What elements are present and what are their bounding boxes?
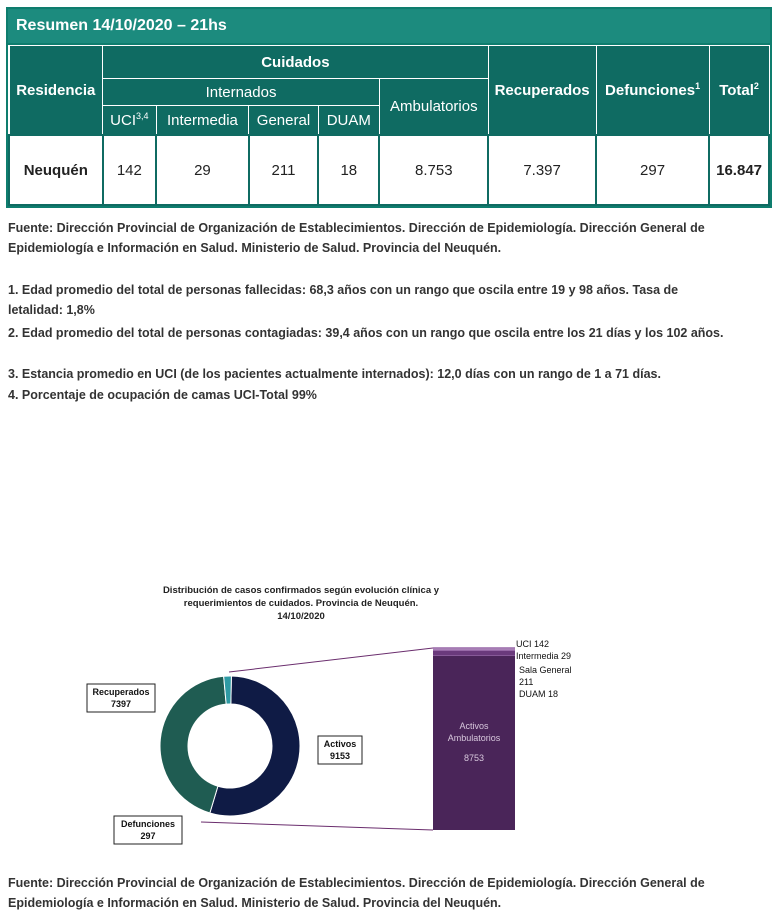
header-intermedia: Intermedia [156, 106, 249, 136]
label-duam: DUAM 18 [519, 689, 559, 699]
label-defunciones-value: 297 [140, 831, 156, 841]
header-internados: Internados [103, 79, 380, 106]
header-duam: DUAM [318, 106, 379, 136]
header-defunciones [596, 46, 709, 136]
cell-ambulatorios: 8.753 [379, 135, 488, 205]
stack-segment-intermedia [433, 650, 515, 651]
cell-defunciones: 297 [596, 135, 709, 205]
chart-title-line-3: 14/10/2020 [277, 611, 325, 622]
label-activos-value: 9153 [329, 751, 351, 761]
summary-table [6, 7, 772, 208]
cell-residencia: Neuquén [9, 135, 103, 205]
cases-table [8, 45, 770, 206]
label-ambulatorios-value: 8753 [463, 753, 485, 763]
source-note-bottom: Fuente: Dirección Provincial de Organización de Establecimientos. Dirección de Epidemiología. Dirección General de Epidemiología e Información en Salud. Ministerio de Salud. Provincia del Neuquén. [8, 876, 705, 910]
stack-segment-sala-general [433, 651, 515, 655]
header-defunciones-sup: 1 [695, 81, 701, 91]
label-sala-general-value: 211 [519, 677, 534, 687]
header-total-label: Total [719, 82, 754, 99]
label-activos [318, 736, 362, 764]
label-recuperados-value: 7397 [110, 699, 132, 709]
table-row [9, 135, 769, 205]
header-uci [103, 106, 157, 136]
label-defunciones [114, 816, 182, 844]
stack-segment-uci [433, 647, 515, 650]
connector-top [229, 648, 433, 672]
header-uci-label: UCI [110, 112, 136, 129]
chart-title-line-2: requerimientos de cuidados. Provincia de Neuquén. [183, 598, 419, 609]
label-activos-name: Activos [323, 739, 357, 749]
cell-intermedia: 29 [156, 135, 249, 205]
header-uci-sup: 3,4 [136, 111, 149, 121]
label-intermedia: Intermedia 29 [516, 651, 572, 661]
table-title: Resumen 14/10/2020 – 21hs [8, 9, 770, 45]
header-general: General [249, 106, 318, 136]
header-cuidados: Cuidados [103, 46, 489, 79]
donut-slice-recuperados [160, 676, 226, 813]
stack-segment-duam [433, 655, 515, 656]
donut-chart [160, 676, 300, 816]
label-defunciones-name: Defunciones [120, 819, 176, 829]
source-note-top: Fuente: Dirección Provincial de Organización de Establecimientos. Dirección de Epidemiología. Dirección General de Epidemiología e Información en Salud. Ministerio de Salud. Provincia del Neuquén. [8, 221, 705, 255]
footnote-3: 3. Estancia promedio en UCI (de los pacientes actualmente internados): 12,0 días con un rango de 1 a 71 días. [8, 367, 661, 381]
header-total-sup: 2 [753, 81, 759, 91]
footnote-4: 4. Porcentaje de ocupación de camas UCI-Total 99% [8, 388, 317, 402]
header-residencia: Residencia [9, 46, 103, 136]
cell-general: 211 [249, 135, 318, 205]
header-defunciones-label: Defunciones [605, 82, 696, 99]
label-ambulatorios-line-1: Activos [459, 721, 489, 731]
header-recuperados: Recuperados [488, 46, 596, 136]
label-recuperados [87, 684, 155, 712]
footnote-2: 2. Edad promedio del total de personas contagiadas: 39,4 años con un rango que oscila entre los 21 días y los 102 años. [8, 326, 724, 340]
header-total [709, 46, 769, 136]
footnote-1: 1. Edad promedio del total de personas fallecidas: 68,3 años con un rango que oscila entre 19 y 98 años. Tasa de letalidad: 1,8% [8, 283, 679, 317]
cell-uci: 142 [103, 135, 157, 205]
cell-duam: 18 [318, 135, 379, 205]
chart-title-line-1: Distribución de casos confirmados según evolución clínica y [162, 585, 440, 596]
connector-bottom [201, 822, 433, 830]
label-sala-general: Sala General [519, 665, 572, 675]
cell-recuperados: 7.397 [488, 135, 596, 205]
label-ambulatorios-line-2: Ambulatorios [447, 733, 501, 743]
label-recuperados-name: Recuperados [92, 687, 150, 697]
cases-distribution-chart [0, 575, 779, 845]
label-uci: UCI 142 [516, 639, 550, 649]
cell-total: 16.847 [709, 135, 769, 205]
header-ambulatorios: Ambulatorios [379, 79, 488, 136]
